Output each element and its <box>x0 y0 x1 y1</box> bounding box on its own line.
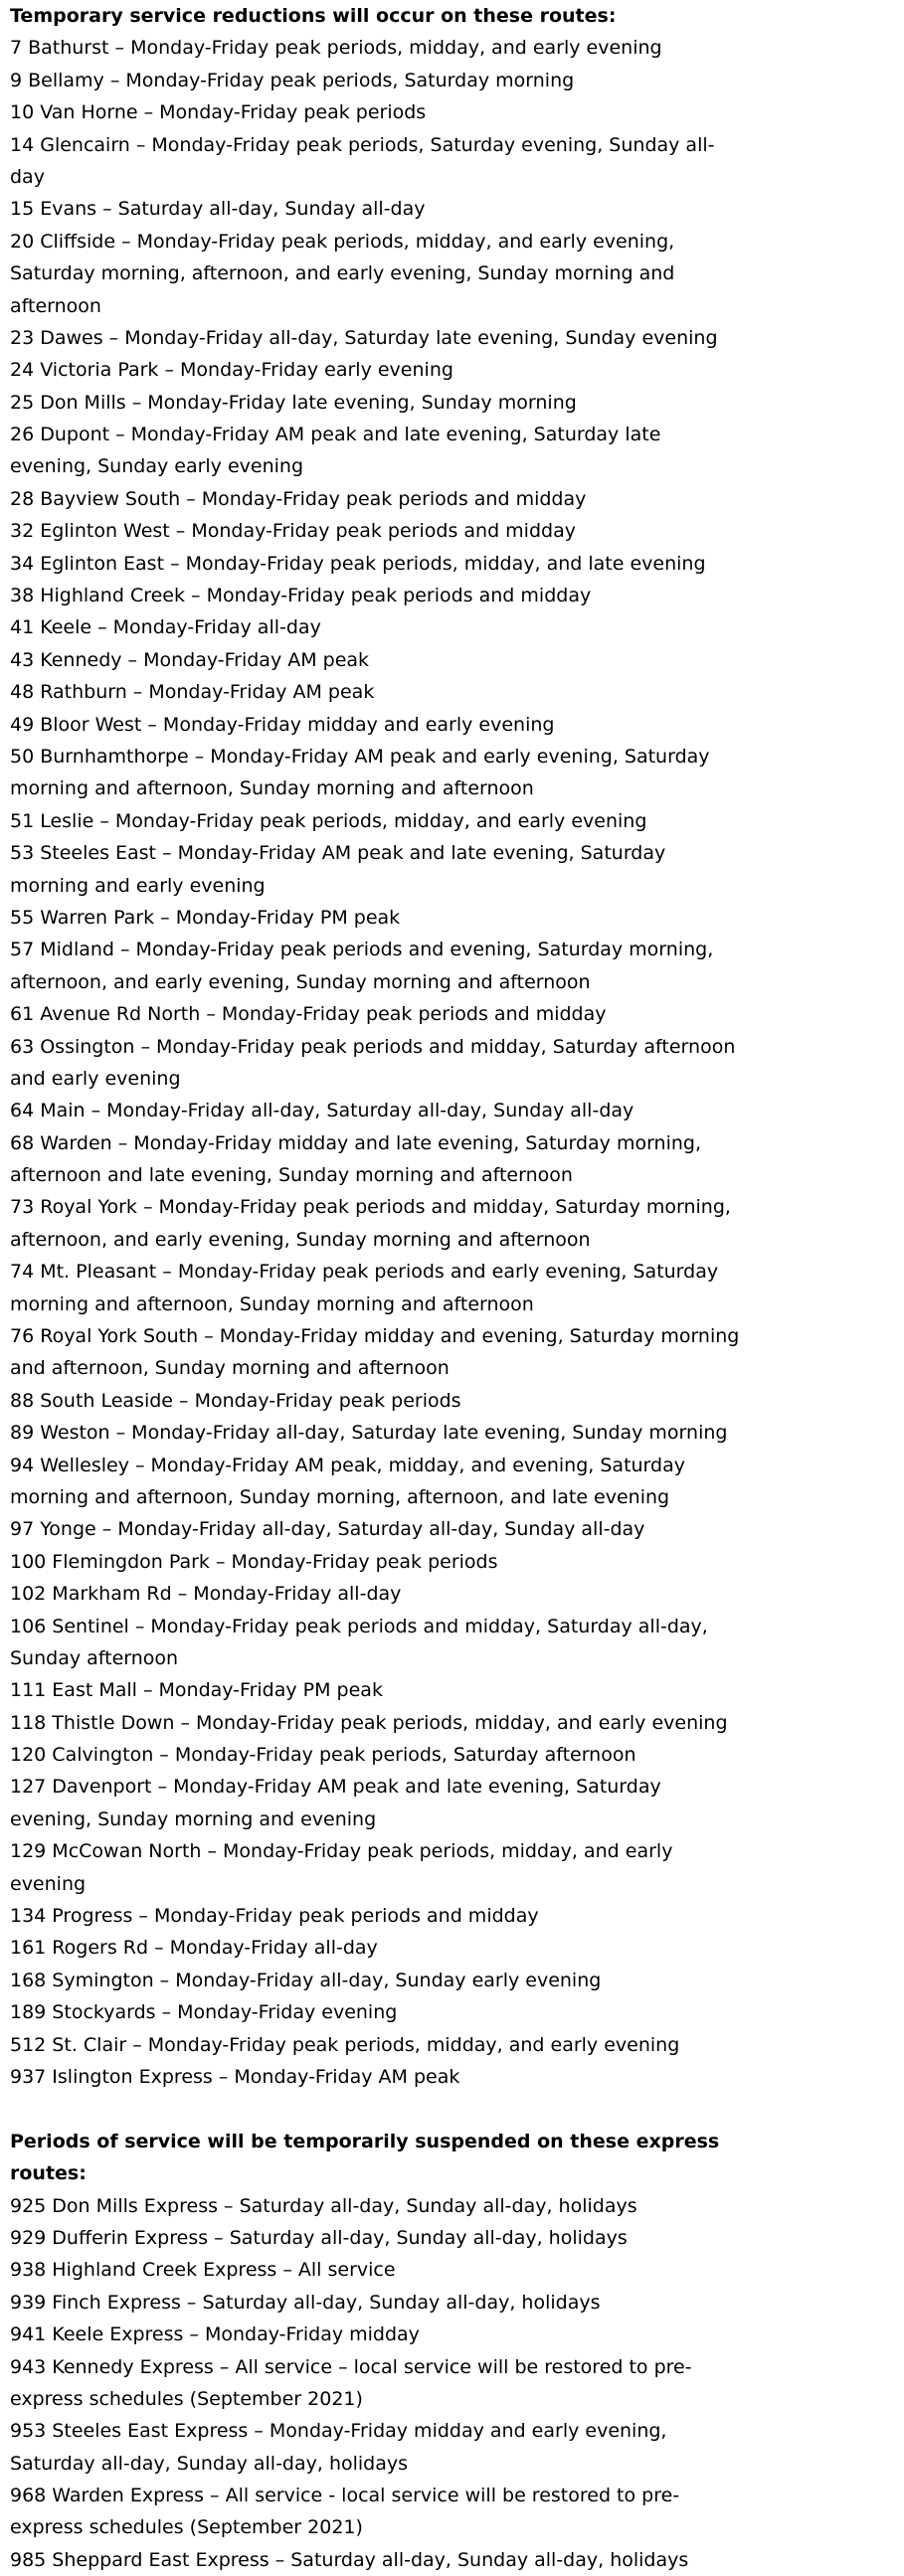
route-line: 64 Main – Monday-Friday all-day, Saturday all-day, Sunday all-day <box>10 1100 634 1122</box>
route-line: 512 St. Clair – Monday-Friday peak periods, midday, and early evening <box>10 2033 680 2056</box>
route-line: 43 Kennedy – Monday-Friday AM peak <box>10 648 370 671</box>
route-line: 100 Flemingdon Park – Monday-Friday peak periods <box>10 1550 498 1573</box>
route-line: 953 Steeles East Express – Monday-Friday midday and early evening, Saturday all-day, Sunday all-day, holidays <box>10 2420 667 2475</box>
route-line: 32 Eglinton West – Monday-Friday peak periods and midday <box>10 520 576 543</box>
route-line: 26 Dupont – Monday-Friday AM peak and late evening, Saturday late evening, Sunday early evening <box>10 424 661 478</box>
route-line: 938 Highland Creek Express – All service <box>10 2259 396 2282</box>
reductions-section-heading: Temporary service reductions will occur on these routes: <box>10 5 617 27</box>
reductions-section <box>10 0 742 2093</box>
route-line: 63 Ossington – Monday-Friday peak periods and midday, Saturday afternoon and early evening <box>10 1035 736 1090</box>
route-line: 189 Stockyards – Monday-Friday evening <box>10 2001 398 2024</box>
route-line: 94 Wellesley – Monday-Friday AM peak, midday, and evening, Saturday morning and afternoon, Sunday morning, afternoon, and late evening <box>10 1454 685 1508</box>
route-line: 129 McCowan North – Monday-Friday peak periods, midday, and early evening <box>10 1840 673 1895</box>
route-line: 55 Warren Park – Monday-Friday PM peak <box>10 906 401 929</box>
route-line: 929 Dufferin Express – Saturday all-day, Sunday all-day, holidays <box>10 2226 628 2249</box>
route-line: 9 Bellamy – Monday-Friday peak periods, Saturday morning <box>10 69 575 91</box>
route-line: 968 Warden Express – All service - local service will be restored to pre-express schedules (September 2021) <box>10 2485 680 2539</box>
route-line: 134 Progress – Monday-Friday peak periods and midday <box>10 1905 539 1928</box>
route-line: 97 Yonge – Monday-Friday all-day, Saturday all-day, Sunday all-day <box>10 1518 645 1541</box>
route-line: 76 Royal York South – Monday-Friday midday and evening, Saturday morning and afternoon, Sunday morning and afternoon <box>10 1325 740 1380</box>
route-line: 48 Rathburn – Monday-Friday AM peak <box>10 681 375 704</box>
express-suspensions-heading: Periods of service will be temporarily suspended on these express routes: <box>10 2130 720 2185</box>
section-spacer <box>10 2093 742 2125</box>
route-line: 68 Warden – Monday-Friday midday and late evening, Saturday morning, afternoon and late evening, Sunday morning and afternoon <box>10 1131 702 1187</box>
route-line: 24 Victoria Park – Monday-Friday early evening <box>10 359 453 382</box>
route-line: 7 Bathurst – Monday-Friday peak periods, midday, and early evening <box>10 37 662 60</box>
route-line: 106 Sentinel – Monday-Friday peak periods and midday, Saturday all-day, Sunday afternoon <box>10 1615 708 1669</box>
express-suspensions-section <box>10 2126 742 2576</box>
route-line: 51 Leslie – Monday-Friday peak periods, midday, and early evening <box>10 809 647 832</box>
route-line: 88 South Leaside – Monday-Friday peak periods <box>10 1389 461 1412</box>
route-line: 38 Highland Creek – Monday-Friday peak periods and midday <box>10 585 592 607</box>
route-line: 23 Dawes – Monday-Friday all-day, Saturday late evening, Sunday evening <box>10 326 718 349</box>
reductions-route-list <box>10 32 742 2093</box>
route-line: 10 Van Horne – Monday-Friday peak periods <box>10 101 427 124</box>
route-line: 49 Bloor West – Monday-Friday midday and early evening <box>10 713 555 736</box>
route-line: 943 Kennedy Express – All service – local service will be restored to pre-express schedules (September 2021) <box>10 2355 692 2410</box>
express-route-list <box>10 2190 742 2576</box>
route-line: 50 Burnhamthorpe – Monday-Friday AM peak and early evening, Saturday morning and afternoon, Sunday morning and afternoon <box>10 745 710 800</box>
route-line: 985 Sheppard East Express – Saturday all-day, Sunday all-day, holidays <box>10 2548 689 2571</box>
route-line: 168 Symington – Monday-Friday all-day, Sunday early evening <box>10 1969 602 1991</box>
route-line: 61 Avenue Rd North – Monday-Friday peak periods and midday <box>10 1003 607 1026</box>
route-line: 925 Don Mills Express – Saturday all-day, Sunday all-day, holidays <box>10 2194 637 2217</box>
route-line: 28 Bayview South – Monday-Friday peak periods and midday <box>10 487 587 510</box>
route-line: 57 Midland – Monday-Friday peak periods and evening, Saturday morning, afternoon, and early evening, Sunday morning and afternoon <box>10 939 714 993</box>
route-line: 34 Eglinton East – Monday-Friday peak periods, midday, and late evening <box>10 552 706 575</box>
route-line: 25 Don Mills – Monday-Friday late evening, Sunday morning <box>10 391 577 414</box>
route-line: 111 East Mall – Monday-Friday PM peak <box>10 1679 383 1702</box>
route-line: 120 Calvington – Monday-Friday peak periods, Saturday afternoon <box>10 1744 636 1767</box>
route-line: 161 Rogers Rd – Monday-Friday all-day <box>10 1937 378 1960</box>
route-line: 941 Keele Express – Monday-Friday midday <box>10 2323 420 2346</box>
route-line: 15 Evans – Saturday all-day, Sunday all-day <box>10 198 426 221</box>
route-line: 14 Glencairn – Monday-Friday peak periods, Saturday evening, Sunday all-day <box>10 133 715 188</box>
route-line: 20 Cliffside – Monday-Friday peak periods, midday, and early evening, Saturday morning, afternoon, and early evening, Sunday morning and afternoon <box>10 230 675 317</box>
route-line: 118 Thistle Down – Monday-Friday peak periods, midday, and early evening <box>10 1711 728 1734</box>
route-line: 74 Mt. Pleasant – Monday-Friday peak periods and early evening, Saturday morning and afternoon, Sunday morning and afternoon <box>10 1261 719 1315</box>
route-line: 937 Islington Express – Monday-Friday AM peak <box>10 2066 460 2088</box>
route-line: 102 Markham Rd – Monday-Friday all-day <box>10 1583 402 1606</box>
route-line: 41 Keele – Monday-Friday all-day <box>10 616 321 639</box>
route-line: 127 Davenport – Monday-Friday AM peak and late evening, Saturday evening, Sunday morning and evening <box>10 1776 661 1830</box>
route-line: 89 Weston – Monday-Friday all-day, Saturday late evening, Sunday morning <box>10 1422 728 1445</box>
route-line: 53 Steeles East – Monday-Friday AM peak and late evening, Saturday morning and early evening <box>10 842 666 897</box>
route-line: 73 Royal York – Monday-Friday peak periods and midday, Saturday morning, afternoon, and early evening, Sunday morning and afternoon <box>10 1196 731 1251</box>
route-line: 939 Finch Express – Saturday all-day, Sunday all-day, holidays <box>10 2291 601 2314</box>
